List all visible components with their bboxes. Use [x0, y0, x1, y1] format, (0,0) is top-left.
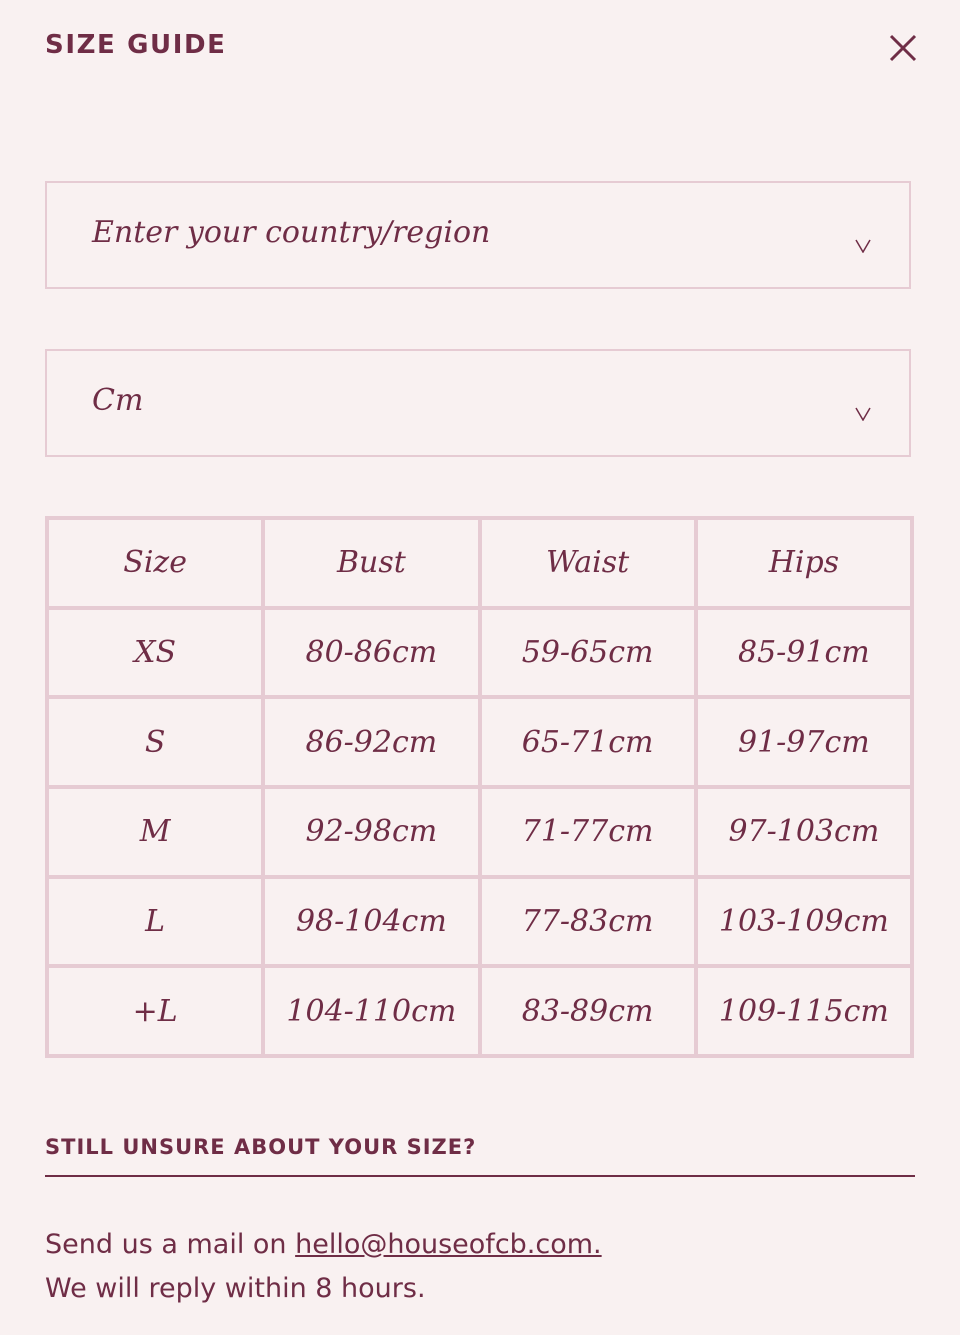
country-select-placeholder: Enter your country/region: [92, 215, 491, 250]
table-row: [47, 877, 912, 967]
table-cell: 71-77cm: [480, 787, 696, 877]
divider: [45, 1175, 915, 1177]
table-cell: 59-65cm: [480, 608, 696, 698]
table-cell: 97-103cm: [696, 787, 912, 877]
table-cell: 85-91cm: [696, 608, 912, 698]
table-row: [47, 787, 912, 877]
size-chart-table: [45, 516, 914, 1058]
table-cell: 91-97cm: [696, 697, 912, 787]
table-cell: 65-71cm: [480, 697, 696, 787]
table-cell: L: [47, 877, 263, 967]
column-header: Hips: [696, 518, 912, 608]
table-row: [47, 966, 912, 1056]
table-cell: 80-86cm: [263, 608, 479, 698]
close-icon[interactable]: [886, 31, 920, 65]
page-title: SIZE GUIDE: [45, 30, 227, 60]
table-cell: 86-92cm: [263, 697, 479, 787]
table-cell: S: [47, 697, 263, 787]
table-cell: 104-110cm: [263, 966, 479, 1056]
help-message-prefix: Send us a mail on: [45, 1229, 296, 1260]
country-select[interactable]: [45, 181, 911, 289]
table-cell: 92-98cm: [263, 787, 479, 877]
table-cell: 109-115cm: [696, 966, 912, 1056]
table-row: [47, 697, 912, 787]
unit-select[interactable]: [45, 349, 911, 457]
table-cell: 98-104cm: [263, 877, 479, 967]
chevron-down-icon: [855, 407, 871, 421]
table-header-row: [47, 518, 912, 608]
help-message-line-1: [45, 1228, 602, 1262]
column-header: Waist: [480, 518, 696, 608]
chevron-down-icon: [855, 239, 871, 253]
help-message-line-2: We will reply within 8 hours.: [45, 1273, 426, 1304]
email-link[interactable]: hello@houseofcb.com.: [295, 1229, 602, 1260]
unit-select-value: Cm: [92, 383, 144, 418]
table-row: [47, 608, 912, 698]
table-cell: 77-83cm: [480, 877, 696, 967]
column-header: Size: [47, 518, 263, 608]
help-heading: STILL UNSURE ABOUT YOUR SIZE?: [45, 1135, 477, 1159]
table-cell: 83-89cm: [480, 966, 696, 1056]
column-header: Bust: [263, 518, 479, 608]
table-cell: +L: [47, 966, 263, 1056]
table-cell: 103-109cm: [696, 877, 912, 967]
table-cell: XS: [47, 608, 263, 698]
table-cell: M: [47, 787, 263, 877]
